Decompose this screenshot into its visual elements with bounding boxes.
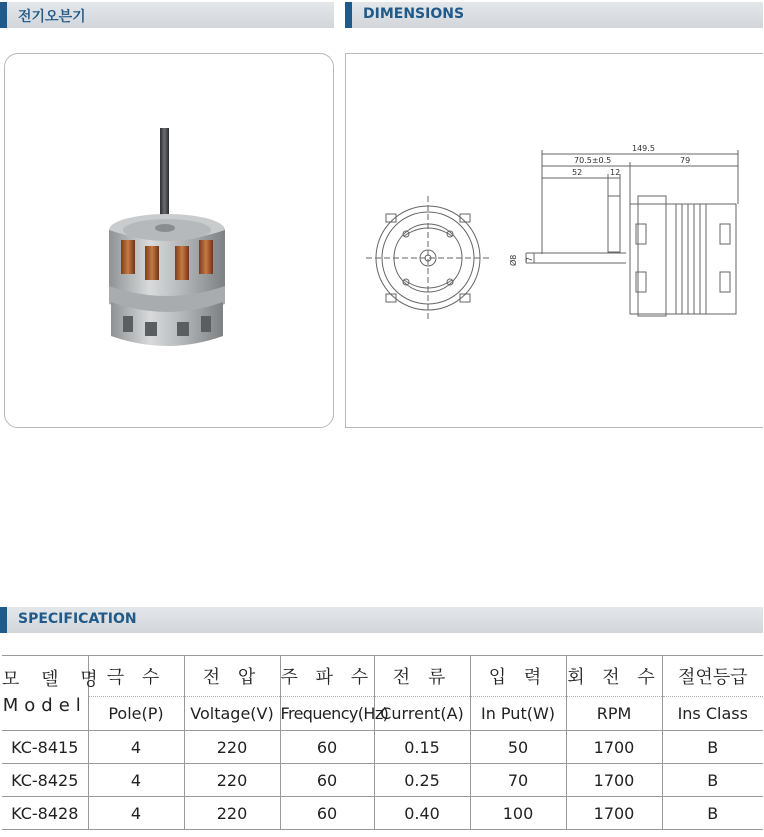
cell-frequency: 60 (280, 764, 374, 797)
dim-to-flange-label: 70.5±0.5 (574, 156, 612, 165)
header-pole-korean: 극 수 (88, 656, 184, 697)
table-row (2, 764, 763, 797)
cell-pole: 4 (88, 764, 184, 797)
dim-overall-label: 149.5 (632, 144, 655, 153)
header-input-english: In Put(W) (470, 697, 566, 731)
cell-input: 70 (470, 764, 566, 797)
product-photo-frame (4, 53, 334, 428)
section-title-motor: 전기오븐기 (18, 9, 86, 25)
cell-rpm: 1700 (566, 797, 662, 830)
section-title-specification: SPECIFICATION (18, 611, 137, 627)
header-frequency-english: Frequency(Hz) (280, 697, 374, 731)
dimension-drawing-frame (345, 53, 763, 428)
cell-current: 0.15 (374, 731, 470, 764)
cell-voltage: 220 (184, 731, 280, 764)
header-model (2, 656, 106, 731)
cell-input: 100 (470, 797, 566, 830)
cell-current: 0.40 (374, 797, 470, 830)
dim-shaft-length-label: 52 (572, 168, 583, 177)
cell-model: KC-8428 (2, 797, 88, 830)
header-model-korean: 모 델 명 (2, 669, 106, 690)
cell-insclass: B (662, 797, 763, 830)
cell-rpm: 1700 (566, 764, 662, 797)
cell-frequency: 60 (280, 797, 374, 830)
header-rpm-korean: 회 전 수 (566, 656, 662, 697)
table-header-row-korean (2, 656, 763, 697)
header-frequency-korean: 주 파 수 (280, 656, 374, 697)
cell-rpm: 1700 (566, 731, 662, 764)
cell-voltage: 220 (184, 797, 280, 830)
section-bar-dimensions (345, 2, 763, 28)
dim-flat-label: 7 (525, 256, 534, 262)
table-row (2, 797, 763, 830)
header-insclass-korean: 절연등급 (662, 656, 763, 697)
cell-model: KC-8425 (2, 764, 88, 797)
cell-voltage: 220 (184, 764, 280, 797)
cell-pole: 4 (88, 797, 184, 830)
header-current-english: Current(A) (374, 697, 470, 731)
section-accent (0, 2, 7, 28)
header-input-korean: 입 력 (470, 656, 566, 697)
header-pole-english: Pole(P) (88, 697, 184, 731)
section-accent (345, 2, 352, 28)
section-accent (0, 607, 7, 633)
dim-body-length-label: 79 (680, 156, 691, 165)
cell-current: 0.25 (374, 764, 470, 797)
cell-insclass: B (662, 764, 763, 797)
table-row (2, 731, 763, 764)
section-title-dimensions: DIMENSIONS (363, 6, 465, 22)
header-voltage-english: Voltage(V) (184, 697, 280, 731)
header-model-english: Model (2, 695, 87, 716)
section-bar-motor (0, 2, 334, 28)
header-insclass-english: Ins Class (662, 697, 763, 731)
table-header-row-english (2, 697, 763, 731)
header-current-korean: 전 류 (374, 656, 470, 697)
dim-flange-width-label: 12 (610, 168, 621, 177)
cell-insclass: B (662, 731, 763, 764)
motor-photo (5, 54, 332, 426)
header-rpm-english: RPM (566, 697, 662, 731)
spec-table (2, 655, 763, 830)
dim-shaft-diameter-label: Ø8 (509, 254, 518, 266)
section-bar-specification (0, 607, 763, 633)
cell-pole: 4 (88, 731, 184, 764)
header-voltage-korean: 전 압 (184, 656, 280, 697)
dimension-drawing (346, 54, 764, 426)
cell-input: 50 (470, 731, 566, 764)
cell-frequency: 60 (280, 731, 374, 764)
cell-model: KC-8415 (2, 731, 88, 764)
